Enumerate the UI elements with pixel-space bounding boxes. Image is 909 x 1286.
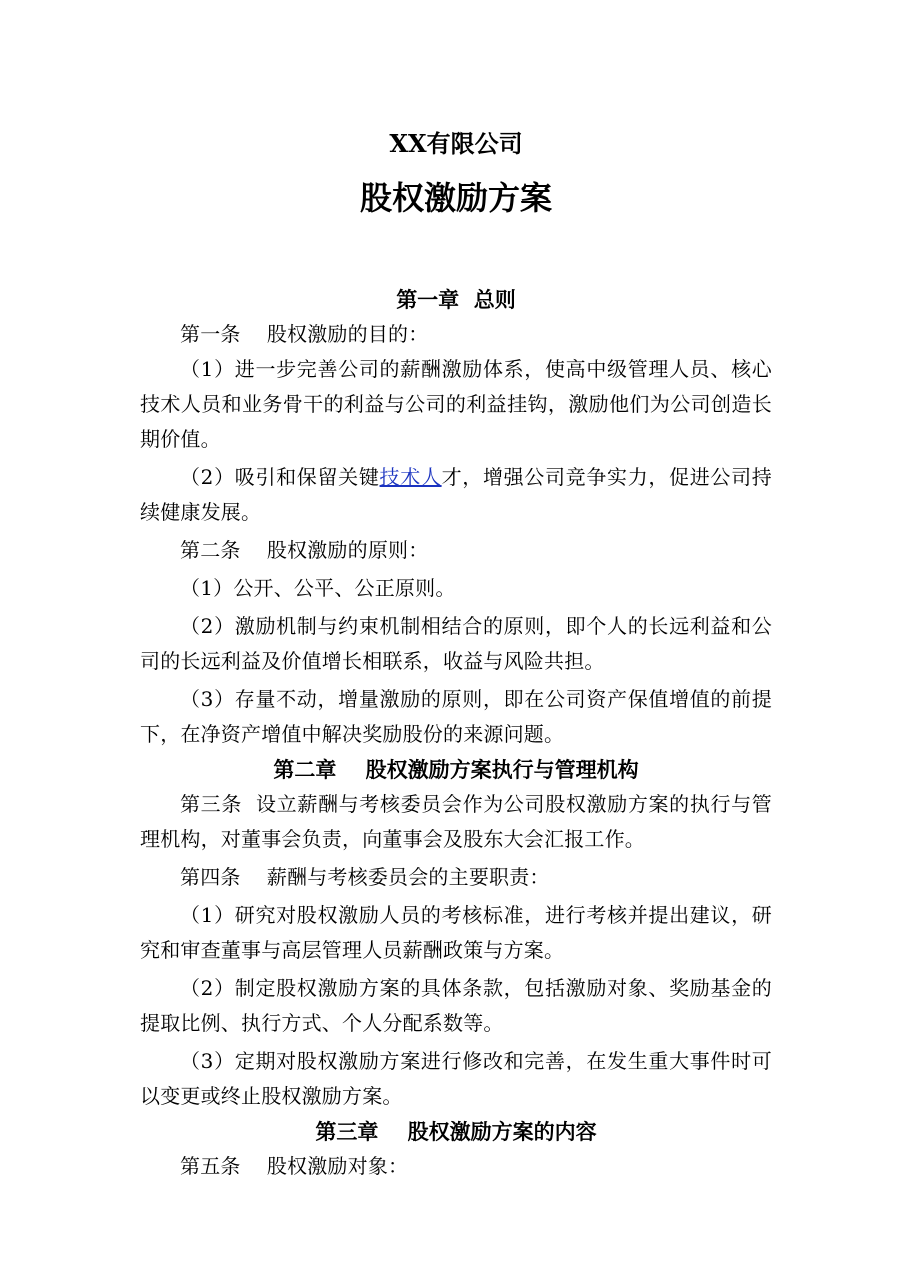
article-2-principle-1: （1）公开、公平、公正原则。 <box>180 576 456 600</box>
article-4-heading: 第四条 薪酬与考核委员会的主要职责： <box>180 865 550 889</box>
article-1-item-1: （1）进一步完善公司的薪酬激励体系，使高中级管理人员、核心技术人员和业务骨干的利益与公司的利益挂钩，激励他们为公司创造长期价值。 <box>140 357 772 451</box>
article-5-heading: 第五条 股权激励对象： <box>180 1154 409 1178</box>
technical-talent-link[interactable]: 技术人 <box>379 465 442 489</box>
article-2-principle-2: （2）激励机制与约束机制相结合的原则，即个人的长远利益和公司的长远利益及价值增长相联系，收益与风险共担。 <box>140 614 772 673</box>
article-3: 第三条 设立薪酬与考核委员会作为公司股权激励方案的执行与管理机构，对董事会负责，向董事会及股东大会汇报工作。 <box>140 792 772 851</box>
article-1-item-2 <box>140 460 772 530</box>
article-2-heading: 第二条 股权激励的原则： <box>180 538 429 562</box>
item-2-text-end: 才，增强公司竞争实力，促进公司持续健康发展。 <box>140 465 772 524</box>
article-4-duty-1: （1）研究对股权激励人员的考核标准，进行考核并提出建议，研究和审查董事与高层管理人员薪酬政策与方案。 <box>140 903 772 962</box>
company-name: XX有限公司 <box>389 129 523 158</box>
chapter-2-heading: 第二章 股权激励方案执行与管理机构 <box>273 757 639 782</box>
article-1-heading: 第一条 股权激励的目的： <box>180 322 429 346</box>
chapter-1-heading: 第一章 总则 <box>396 287 516 312</box>
article-4-duty-2: （2）制定股权激励方案的具体条款，包括激励对象、奖励基金的提取比例、执行方式、个人分配系数等。 <box>140 976 772 1035</box>
article-4-duty-3: （3）定期对股权激励方案进行修改和完善，在发生重大事件时可以变更或终止股权激励方案。 <box>140 1049 772 1108</box>
document-content <box>140 282 772 1184</box>
document-title: 股权激励方案 <box>359 179 552 217</box>
item-2-text-start: （2）吸引和保留关键 <box>180 465 380 489</box>
article-2-principle-3: （3）存量不动，增量激励的原则，即在公司资产保值增值的前提下，在净资产增值中解决奖励股份的来源问题。 <box>140 687 772 746</box>
chapter-3-heading: 第三章 股权激励方案的内容 <box>315 1119 597 1144</box>
